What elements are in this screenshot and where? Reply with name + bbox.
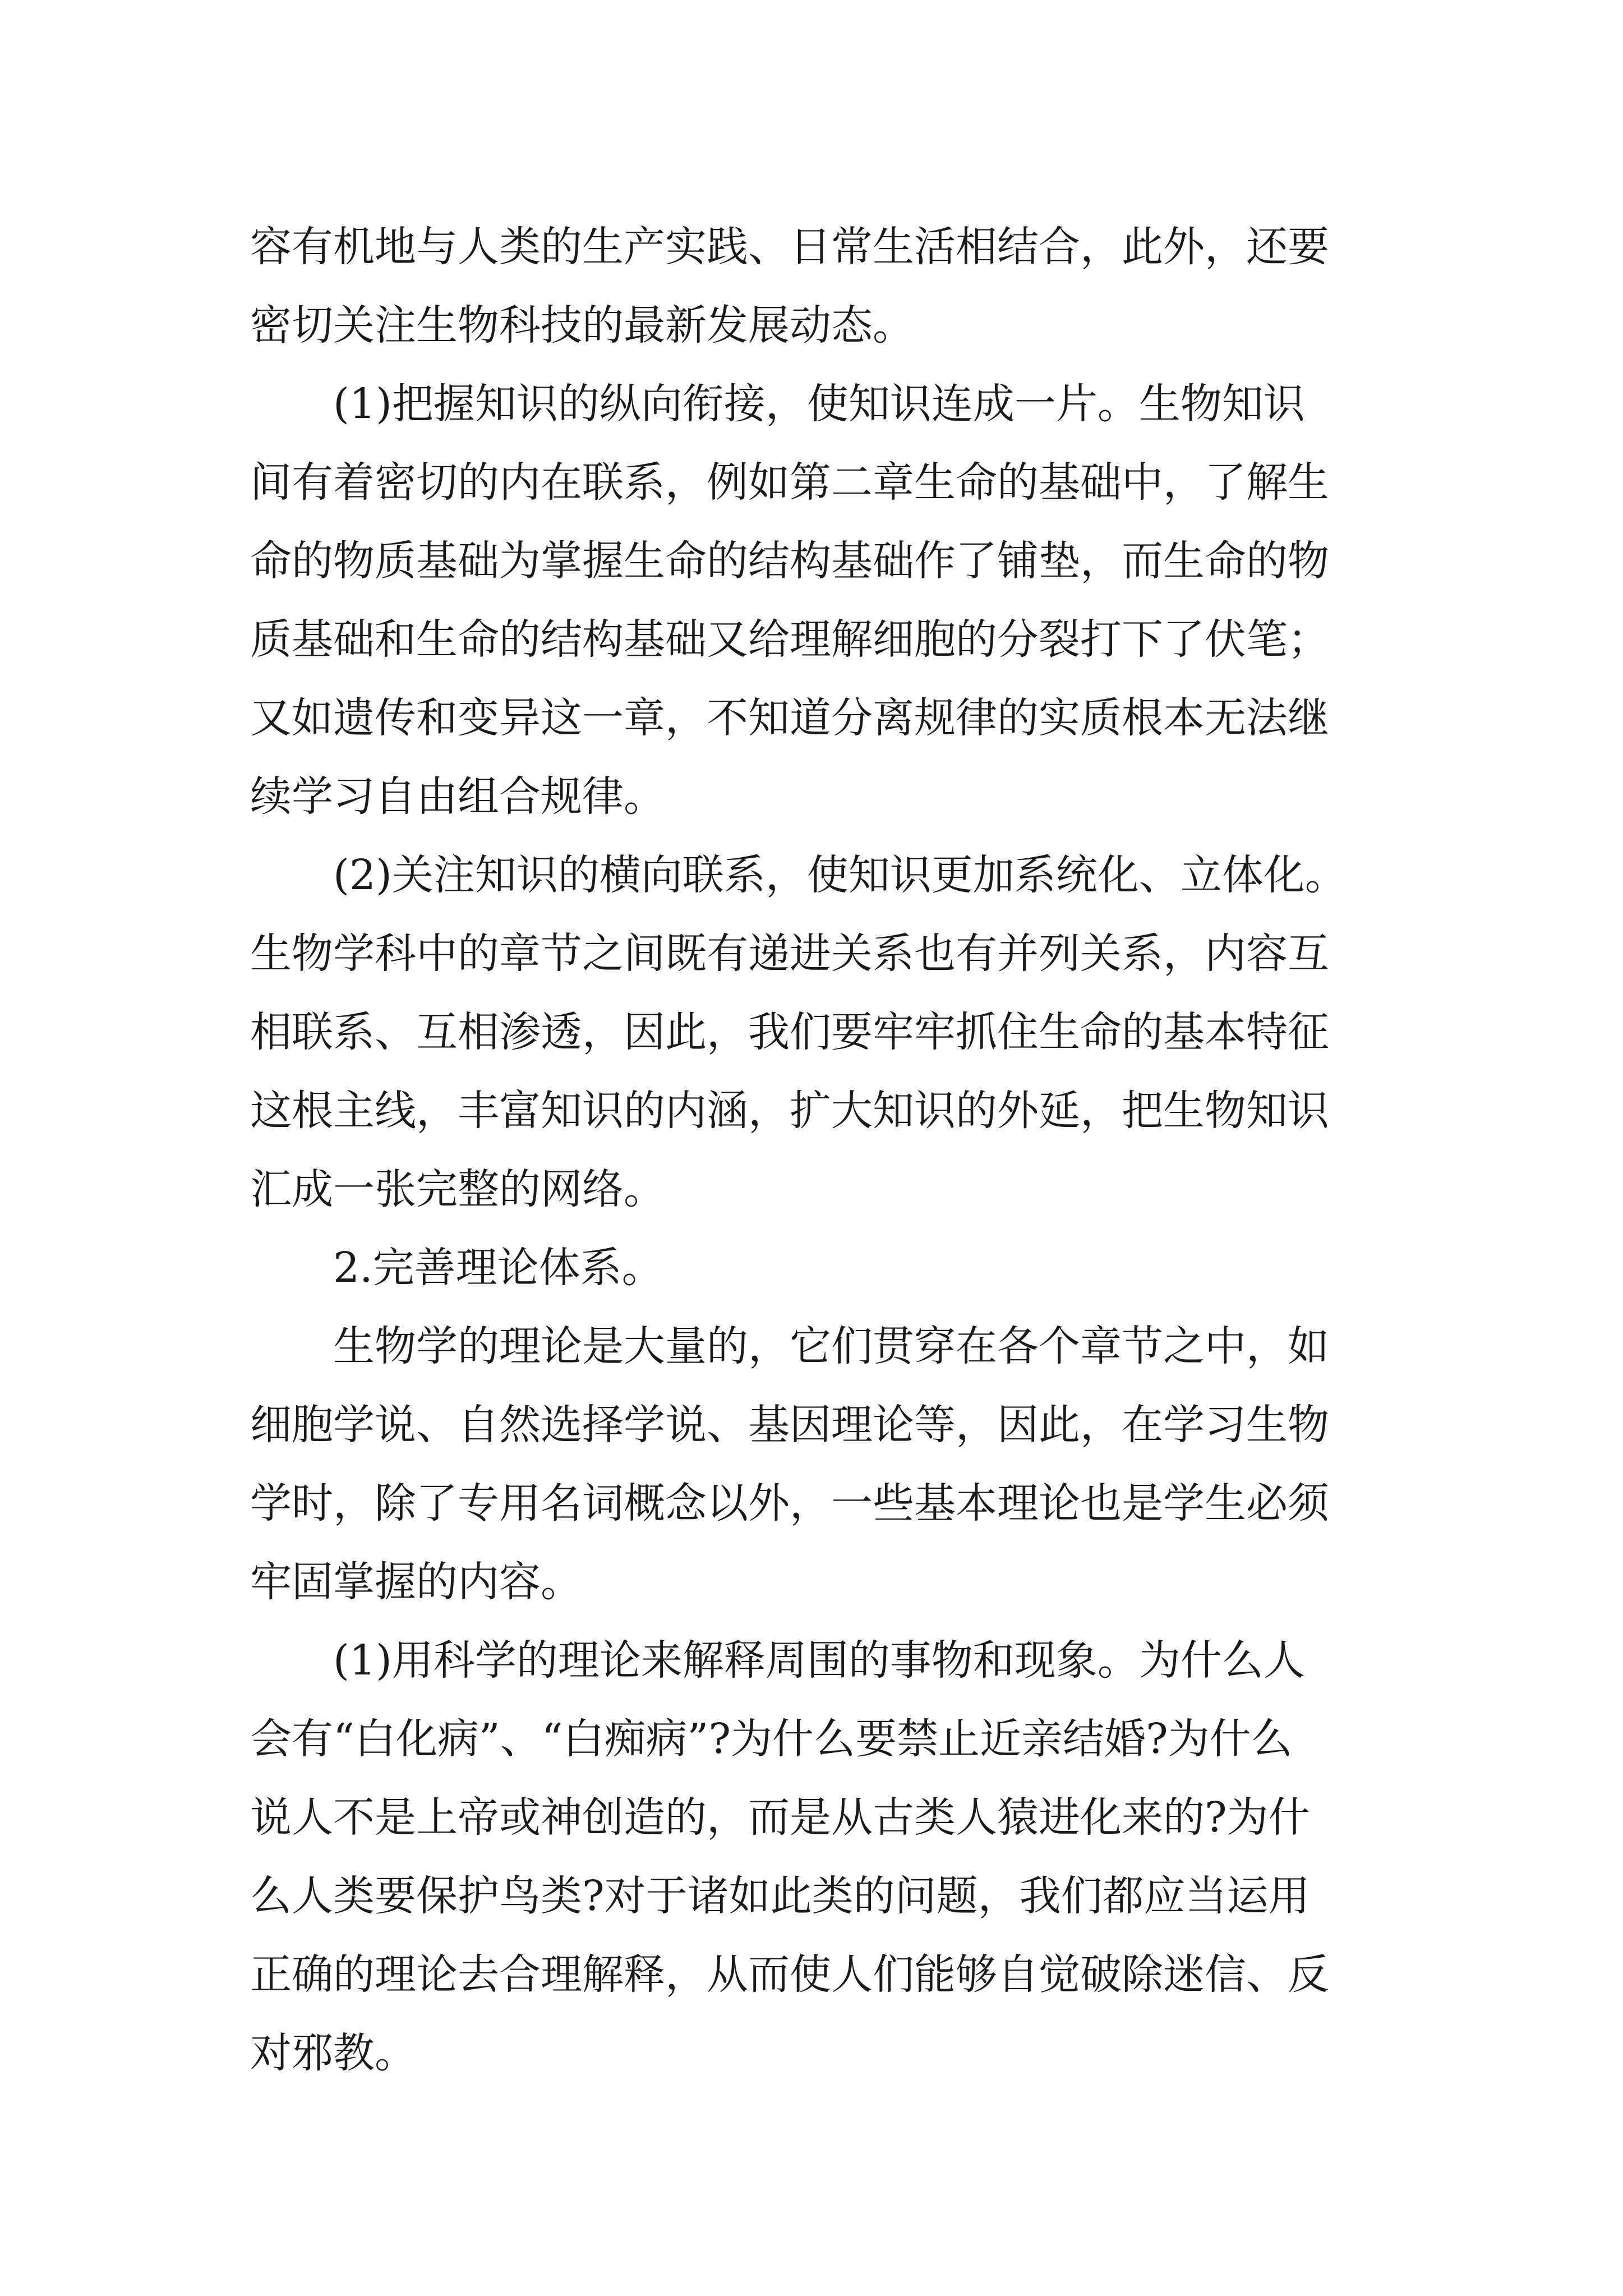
text-line: 续学习自由组合规律。	[250, 772, 665, 821]
text-line: 么人类要保护鸟类?对于诸如此类的问题，我们都应当运用	[250, 1872, 1310, 1920]
text-line: 又如遗传和变异这一章，不知道分离规律的实质根本无法继	[250, 694, 1329, 742]
text-line: 牢固掌握的内容。	[250, 1558, 582, 1606]
text-line: 正确的理论去合理解释，从而使人们能够自觉破除迷信、反	[250, 1950, 1329, 1999]
text-line: 生物学科中的章节之间既有递进关系也有并列关系，内容互	[250, 930, 1329, 978]
text-line: 容有机地与人类的生产实践、日常生活相结合，此外，还要	[250, 223, 1329, 271]
text-line: 会有“白化病”、“白痴病”?为什么要禁止近亲结婚?为什么	[250, 1715, 1293, 1763]
text-line: (1)把握知识的纵向衔接，使知识连成一片。生物知识	[250, 380, 1305, 428]
text-line: 汇成一张完整的网络。	[250, 1165, 665, 1213]
text-line: 命的物质基础为掌握生命的结构基础作了铺垫，而生命的物	[250, 537, 1329, 585]
text-line: 说人不是上帝或神创造的，而是从古类人猿进化来的?为什	[250, 1793, 1310, 1842]
text-line: 学时，除了专用名词概念以外，一些基本理论也是学生必须	[250, 1479, 1329, 1527]
text-line: 相联系、互相渗透，因此，我们要牢牢抓住生命的基本特征	[250, 1008, 1329, 1056]
text-line: 细胞学说、自然选择学说、基因理论等，因此，在学习生物	[250, 1401, 1329, 1449]
text-line: 生物学的理论是大量的，它们贯穿在各个章节之中，如	[250, 1322, 1329, 1370]
text-line: 密切关注生物科技的最新发展动态。	[250, 301, 914, 349]
text-line: 这根主线，丰富知识的内涵，扩大知识的外延，把生物知识	[250, 1087, 1329, 1135]
text-line: 2.完善理论体系。	[250, 1244, 663, 1292]
text-line: 间有着密切的内在联系，例如第二章生命的基础中，了解生	[250, 458, 1329, 507]
text-line: (2)关注知识的横向联系，使知识更加系统化、立体化。	[250, 851, 1347, 899]
text-line: 质基础和生命的结构基础又给理解细胞的分裂打下了伏笔；	[250, 615, 1329, 664]
text-line: 对邪教。	[250, 2029, 416, 2077]
text-line: (1)用科学的理论来解释周围的事物和现象。为什么人	[250, 1636, 1305, 1685]
